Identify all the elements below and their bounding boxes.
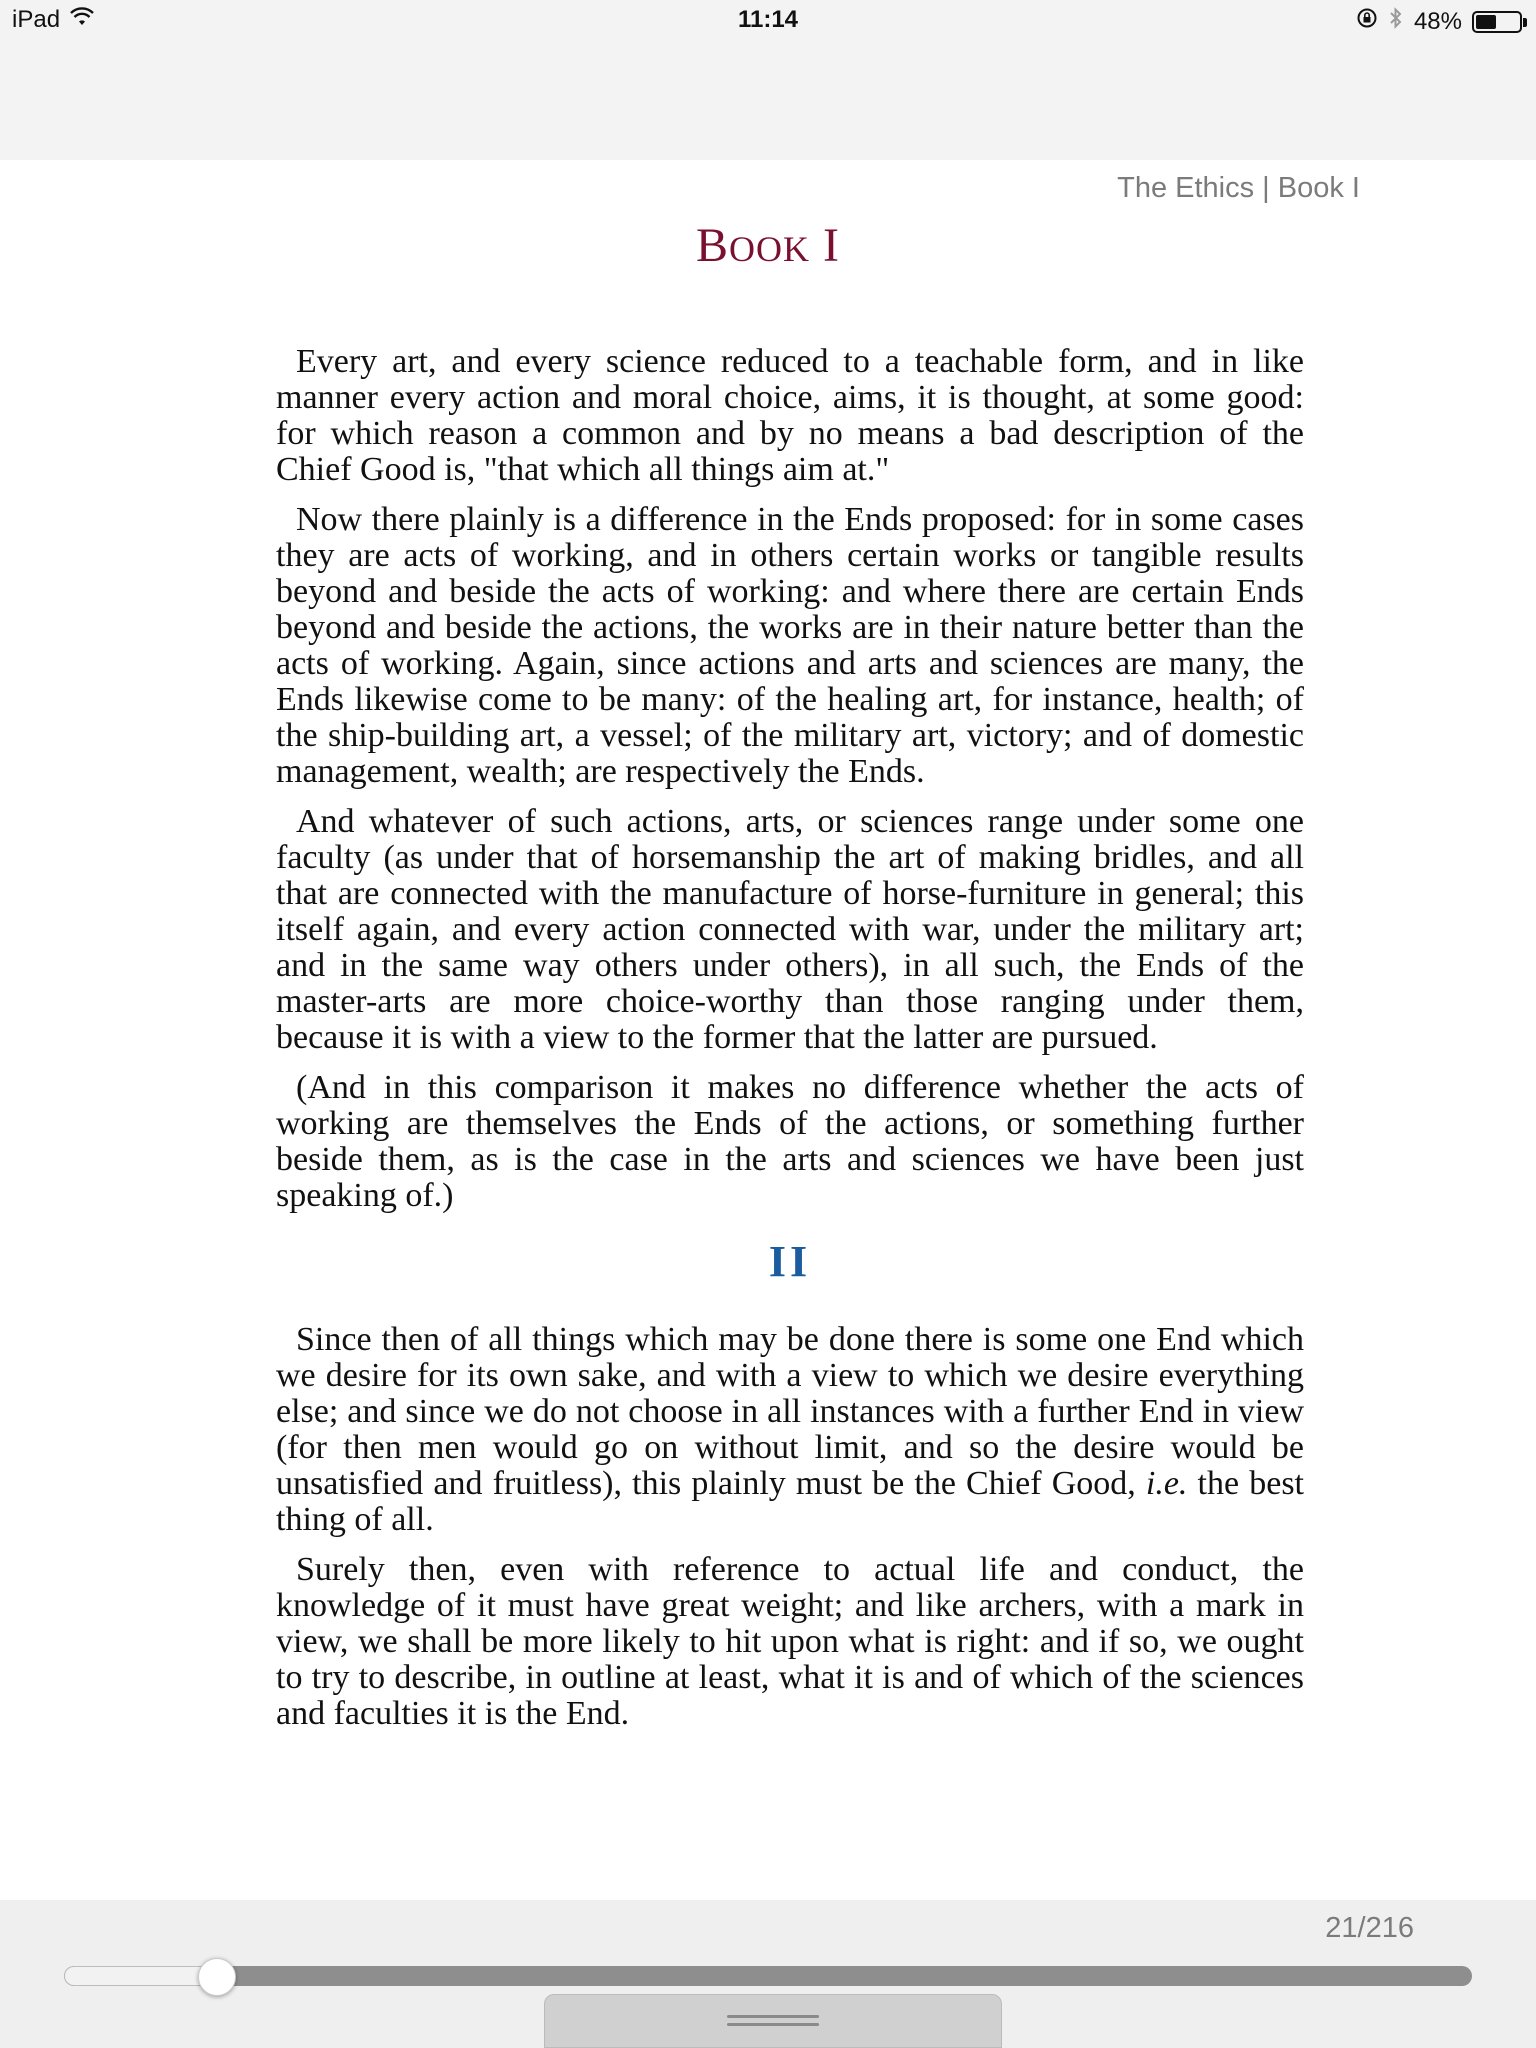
status-bar [0,0,1536,40]
paragraph: Every art, and every science reduced to a teachable form, and in like manner every action and moral choice, aims, it is thought, at some good: for which reason a common and by no means a bad description of the Chief Good is, "that which all things aim at." [276,343,1304,488]
book-title [0,218,1536,273]
book-text [276,344,1304,1746]
book-title-cap: B [696,219,730,272]
paragraph: And whatever of such actions, arts, or sciences range under some one faculty (as under that of horsemanship the art of making bridles, and all that are connected with the manufacture of horse-furniture in general; this itself again, and every action connected with war, under the military art; and in the same way others under others), in all such, the Ends of the master-arts are more choice-worthy than those ranging under them, because it is with a view to the former that the latter are pursued. [276,803,1304,1056]
paragraph: (And in this comparison it makes no difference whether the acts of working are themselves the Ends of the actions, or something further beside them, as is the case in the arts and sciences we have been just speaking of.) [276,1069,1304,1214]
italic-abbreviation: i.e. [1145,1465,1188,1502]
page-slider-thumb[interactable] [198,1958,236,1996]
book-title-numeral: I [823,219,840,272]
drawer-handle[interactable] [544,1994,1002,2048]
book-title-small-caps: OOK [729,229,811,269]
battery-icon [1472,11,1522,33]
paragraph: Surely then, even with reference to actual life and conduct, the knowledge of it must have great weight; and like archers, with a mark in view, we shall be more likely to hit upon what is right: and if so, we ought to try to describe, in outline at least, what it is and of which of the sciences and faculties it is the End. [276,1551,1304,1732]
bluetooth-icon [1388,6,1404,37]
section-heading: II [768,1237,812,1286]
paragraph-text: the best thing of all. [276,1465,1304,1538]
grip-icon [727,2015,819,2018]
paragraph [276,1322,1304,1538]
battery-percent: 48% [1413,7,1462,35]
rotation-lock-icon [1356,7,1378,36]
paragraph-text: Since then of all things which may be done there is some one End which we desire for its own sake, and with a view to which we desire everything else; and since we do not choose in all instances with a further End in view (for then men would go on without limit, and so the desire would be unsatisfied and fruitless), this plainly must be the Chief Good, [276,1321,1304,1502]
grip-icon [727,2023,819,2026]
page-slider-progress [64,1966,220,1986]
status-time: 11:14 [737,6,799,33]
page-counter: 21/216 [1325,1912,1414,1944]
running-head: The Ethics | Book I [1117,172,1360,204]
battery-level [1476,15,1496,29]
device-label: iPad [12,6,61,33]
paragraph: Now there plainly is a difference in the Ends proposed: for in some cases they are acts of working, and in others certain works or tangible results beyond and beside the acts of working: and where there are certain Ends beyond and beside the actions, the works are in their nature better than the acts of working. Again, since actions and arts and sciences are many, the Ends likewise come to be many: of the healing art, for instance, health; of the ship-building art, a vessel; of the military art, victory; and of domestic management, wealth; are respectively the Ends. [276,501,1304,790]
page-slider[interactable] [64,1966,1472,1986]
